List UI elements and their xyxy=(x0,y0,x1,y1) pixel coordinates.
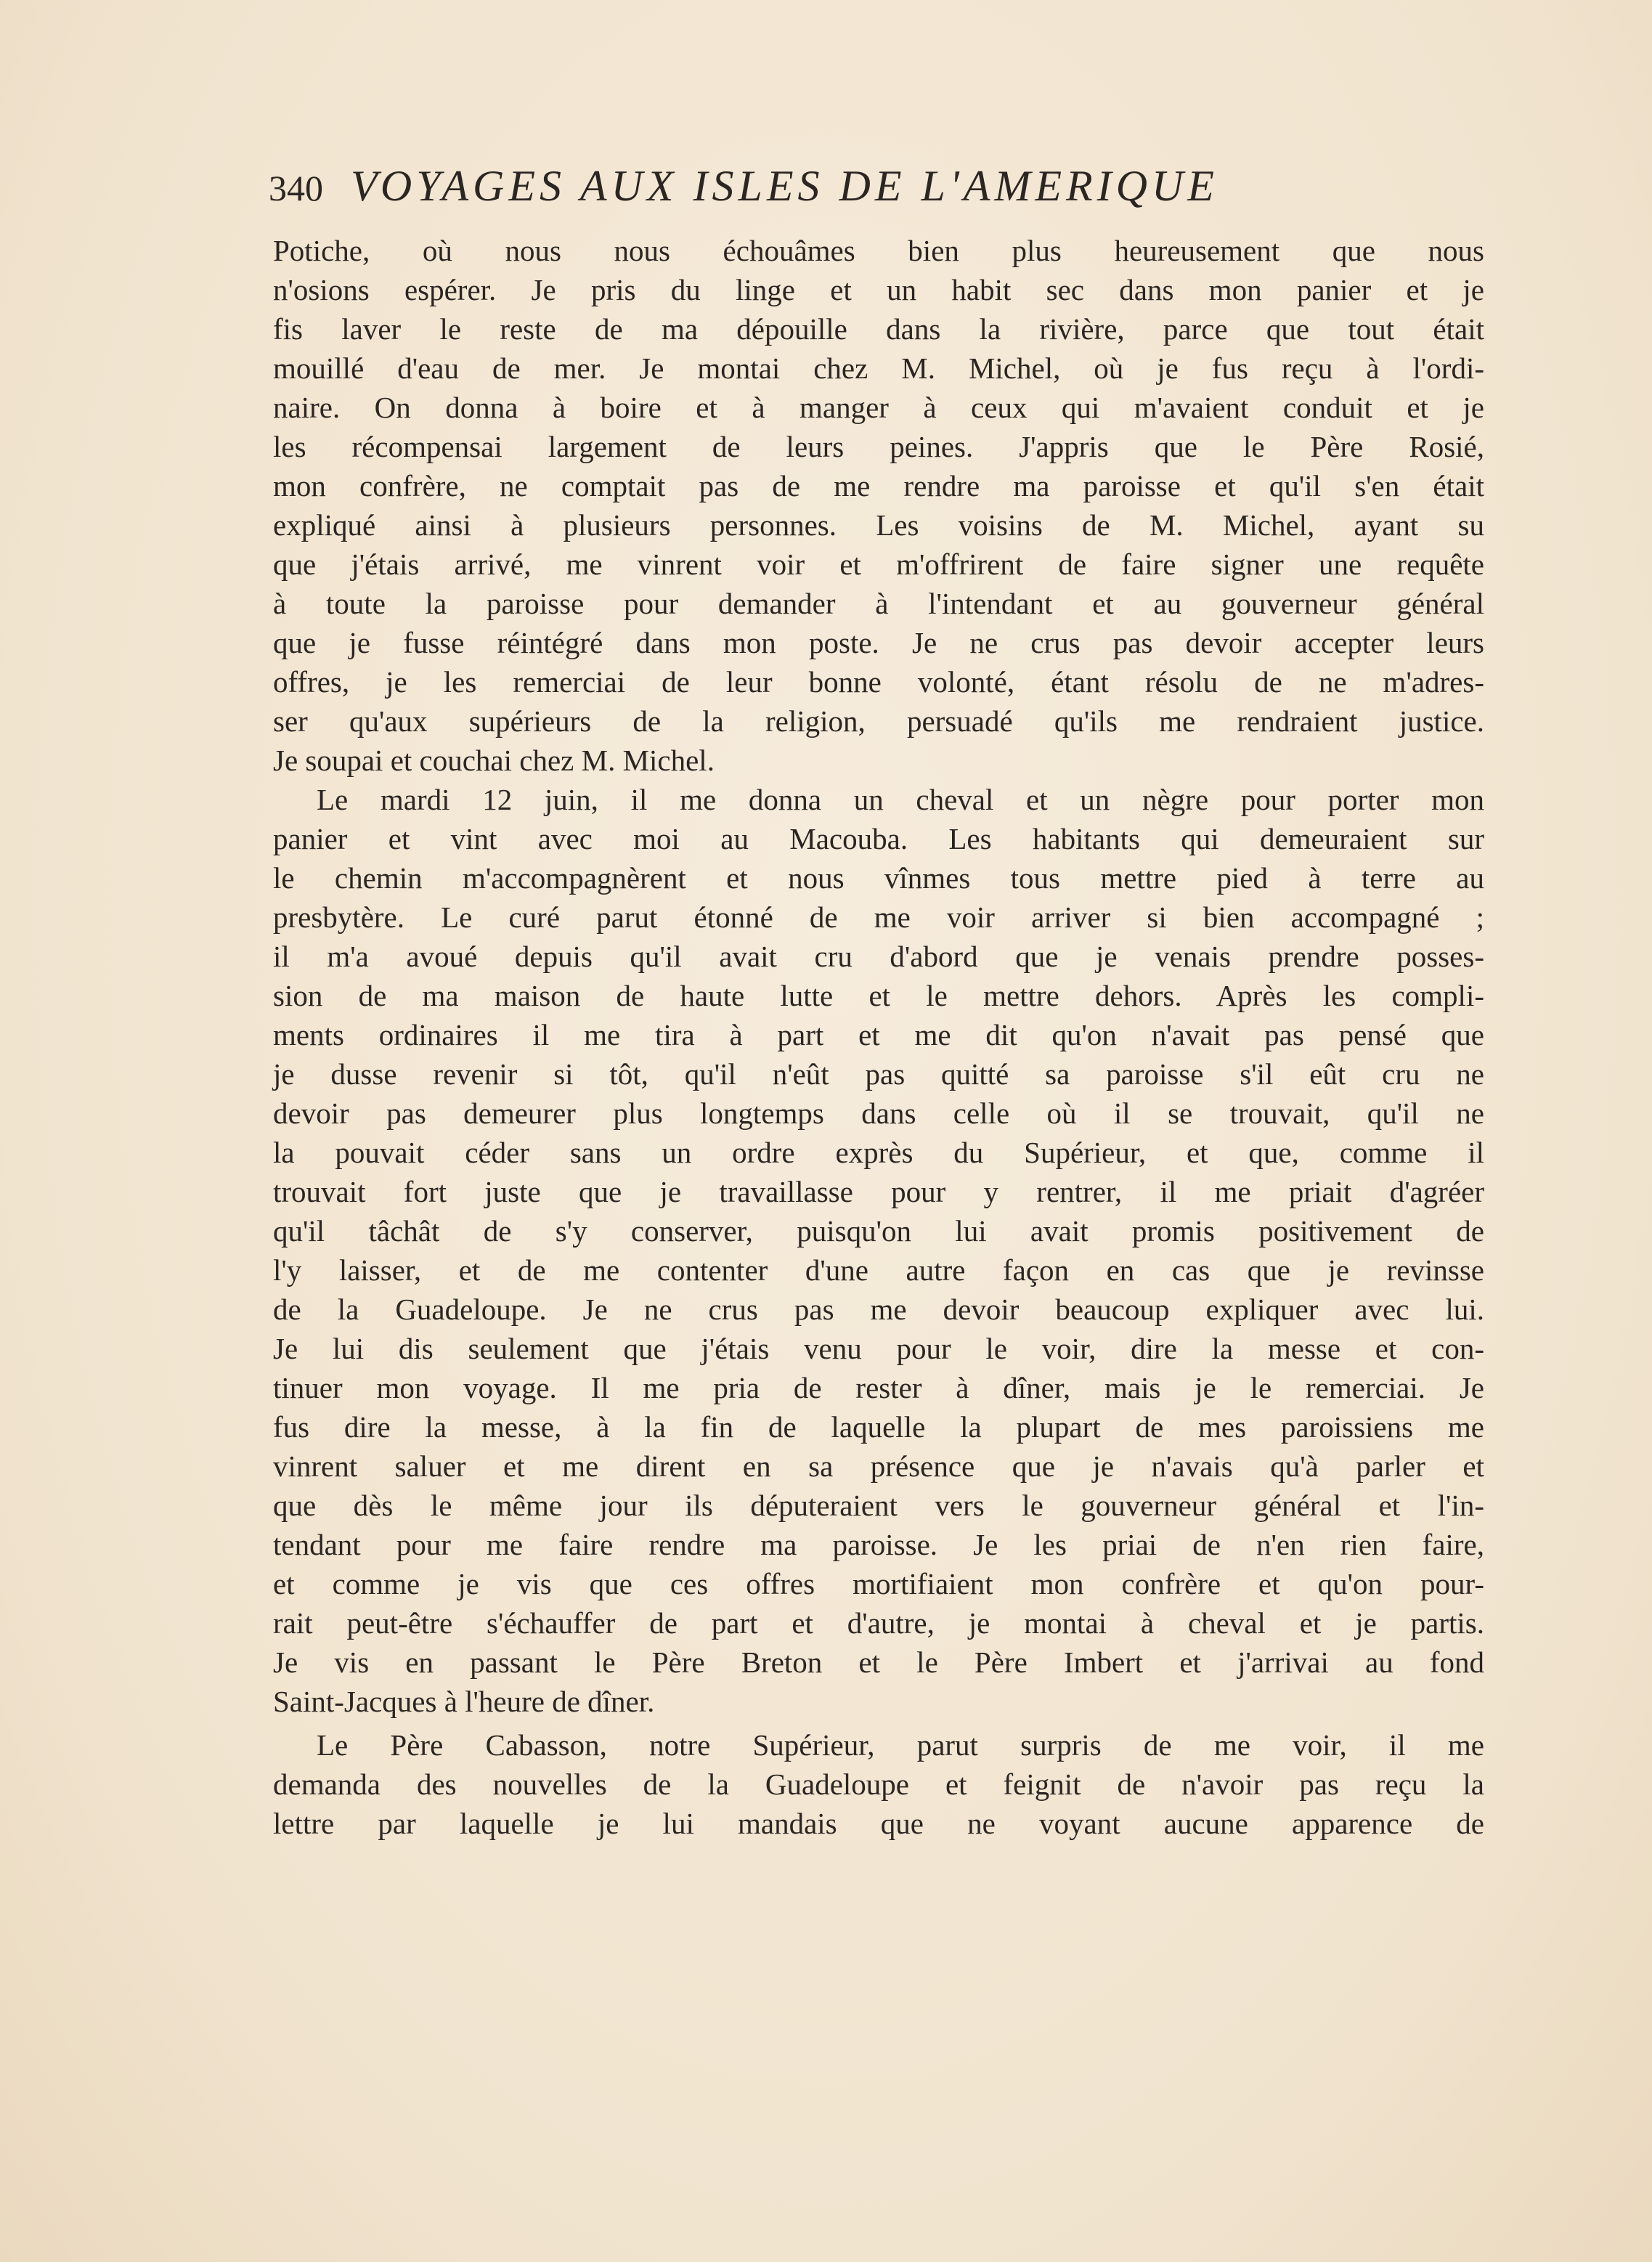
text-line: fus dire la messe, à la fin de laquelle la plupart de mes paroissiens me xyxy=(273,1410,1484,1444)
text-line: panier et vint avec moi au Macouba. Les habitants qui demeuraient sur xyxy=(273,822,1484,855)
text-line: offres, je les remerciai de leur bonne volonté, étant résolu de ne m'adres- xyxy=(273,665,1484,699)
text-line: Le mardi 12 juin, il me donna un cheval et un nègre pour porter mon xyxy=(317,783,1484,816)
text-line: rait peut-être s'échauffer de part et d'autre, je montai à cheval et je partis. xyxy=(273,1606,1484,1640)
text-line: fis laver le reste de ma dépouille dans la rivière, parce que tout était xyxy=(273,312,1484,346)
text-line: naire. On donna à boire et à manger à ceux qui m'avaient conduit et je xyxy=(273,391,1484,424)
text-line: de la Guadeloupe. Je ne crus pas me devoir beaucoup expliquer avec lui. xyxy=(273,1293,1484,1326)
text-line: vinrent saluer et me dirent en sa présence que je n'avais qu'à parler et xyxy=(273,1449,1484,1483)
text-line: et comme je vis que ces offres mortifiaient mon confrère et qu'on pour- xyxy=(273,1567,1484,1600)
text-line: demanda des nouvelles de la Guadeloupe et feignit de n'avoir pas reçu la xyxy=(273,1767,1484,1801)
paragraph xyxy=(273,1725,1484,1843)
text-line: le chemin m'accompagnèrent et nous vînmes tous mettre pied à terre au xyxy=(273,861,1484,895)
text-line: trouvait fort juste que je travaillasse pour y rentrer, il me priait d'agréer xyxy=(273,1175,1484,1208)
text-line: Potiche, où nous nous échouâmes bien plus heureusement que nous xyxy=(273,234,1484,267)
page-header xyxy=(269,161,1503,219)
paragraph xyxy=(273,780,1484,1721)
text-line: l'y laisser, et de me contenter d'une autre façon en cas que je revinsse xyxy=(273,1253,1484,1287)
text-line: à toute la paroisse pour demander à l'intendant et au gouverneur général xyxy=(273,587,1484,620)
page-number: 340 xyxy=(269,168,323,208)
text-line: mouillé d'eau de mer. Je montai chez M. Michel, où je fus reçu à l'ordi- xyxy=(273,351,1484,385)
text-line: tinuer mon voyage. Il me pria de rester à dîner, mais je le remerciai. Je xyxy=(273,1371,1484,1404)
text-line: Je vis en passant le Père Breton et le Père Imbert et j'arrivai au fond xyxy=(273,1645,1484,1679)
text-line: expliqué ainsi à plusieurs personnes. Les voisins de M. Michel, ayant su xyxy=(273,508,1484,542)
text-line: il m'a avoué depuis qu'il avait cru d'abord que je venais prendre posses- xyxy=(273,940,1484,973)
text-line: je dusse revenir si tôt, qu'il n'eût pas quitté sa paroisse s'il eût cru ne xyxy=(273,1057,1484,1091)
text-line: lettre par laquelle je lui mandais que ne voyant aucune apparence de xyxy=(273,1807,1484,1840)
text-line: Je soupai et couchai chez M. Michel. xyxy=(273,744,715,777)
paragraph xyxy=(273,231,1484,780)
text-line: sion de ma maison de haute lutte et le mettre dehors. Après les compli- xyxy=(273,979,1484,1012)
text-line: que je fusse réintégré dans mon poste. Je ne crus pas devoir accepter leurs xyxy=(273,626,1484,659)
text-line: la pouvait céder sans un ordre exprès du Supérieur, et que, comme il xyxy=(273,1136,1484,1169)
text-line: les récompensai largement de leurs peines. J'appris que le Père Rosié, xyxy=(273,430,1484,463)
text-line: que dès le même jour ils députeraient vers le gouverneur général et l'in- xyxy=(273,1489,1484,1522)
body-text xyxy=(273,231,1484,1843)
text-line: n'osions espérer. Je pris du linge et un habit sec dans mon panier et je xyxy=(273,273,1484,306)
text-line: presbytère. Le curé parut étonné de me voir arriver si bien accompagné ; xyxy=(273,900,1484,934)
text-line: Je lui dis seulement que j'étais venu pour le voir, dire la messe et con- xyxy=(273,1332,1484,1365)
running-title: VOYAGES AUX ISLES DE L'AMERIQUE xyxy=(351,162,1218,210)
text-line: qu'il tâchât de s'y conserver, puisqu'on lui avait promis positivement de xyxy=(273,1214,1484,1248)
text-line: ser qu'aux supérieurs de la religion, persuadé qu'ils me rendraient justice. xyxy=(273,704,1484,738)
text-line: Le Père Cabasson, notre Supérieur, parut surpris de me voir, il me xyxy=(317,1728,1484,1762)
text-line: que j'étais arrivé, me vinrent voir et m'offrirent de faire signer une requête xyxy=(273,548,1484,581)
text-line: devoir pas demeurer plus longtemps dans celle où il se trouvait, qu'il ne xyxy=(273,1097,1484,1130)
text-line: tendant pour me faire rendre ma paroisse. Je les priai de n'en rien faire, xyxy=(273,1528,1484,1561)
text-line: Saint-Jacques à l'heure de dîner. xyxy=(273,1685,655,1718)
text-line: mon confrère, ne comptait pas de me rendre ma paroisse et qu'il s'en était xyxy=(273,469,1484,503)
text-line: ments ordinaires il me tira à part et me dit qu'on n'avait pas pensé que xyxy=(273,1018,1484,1051)
